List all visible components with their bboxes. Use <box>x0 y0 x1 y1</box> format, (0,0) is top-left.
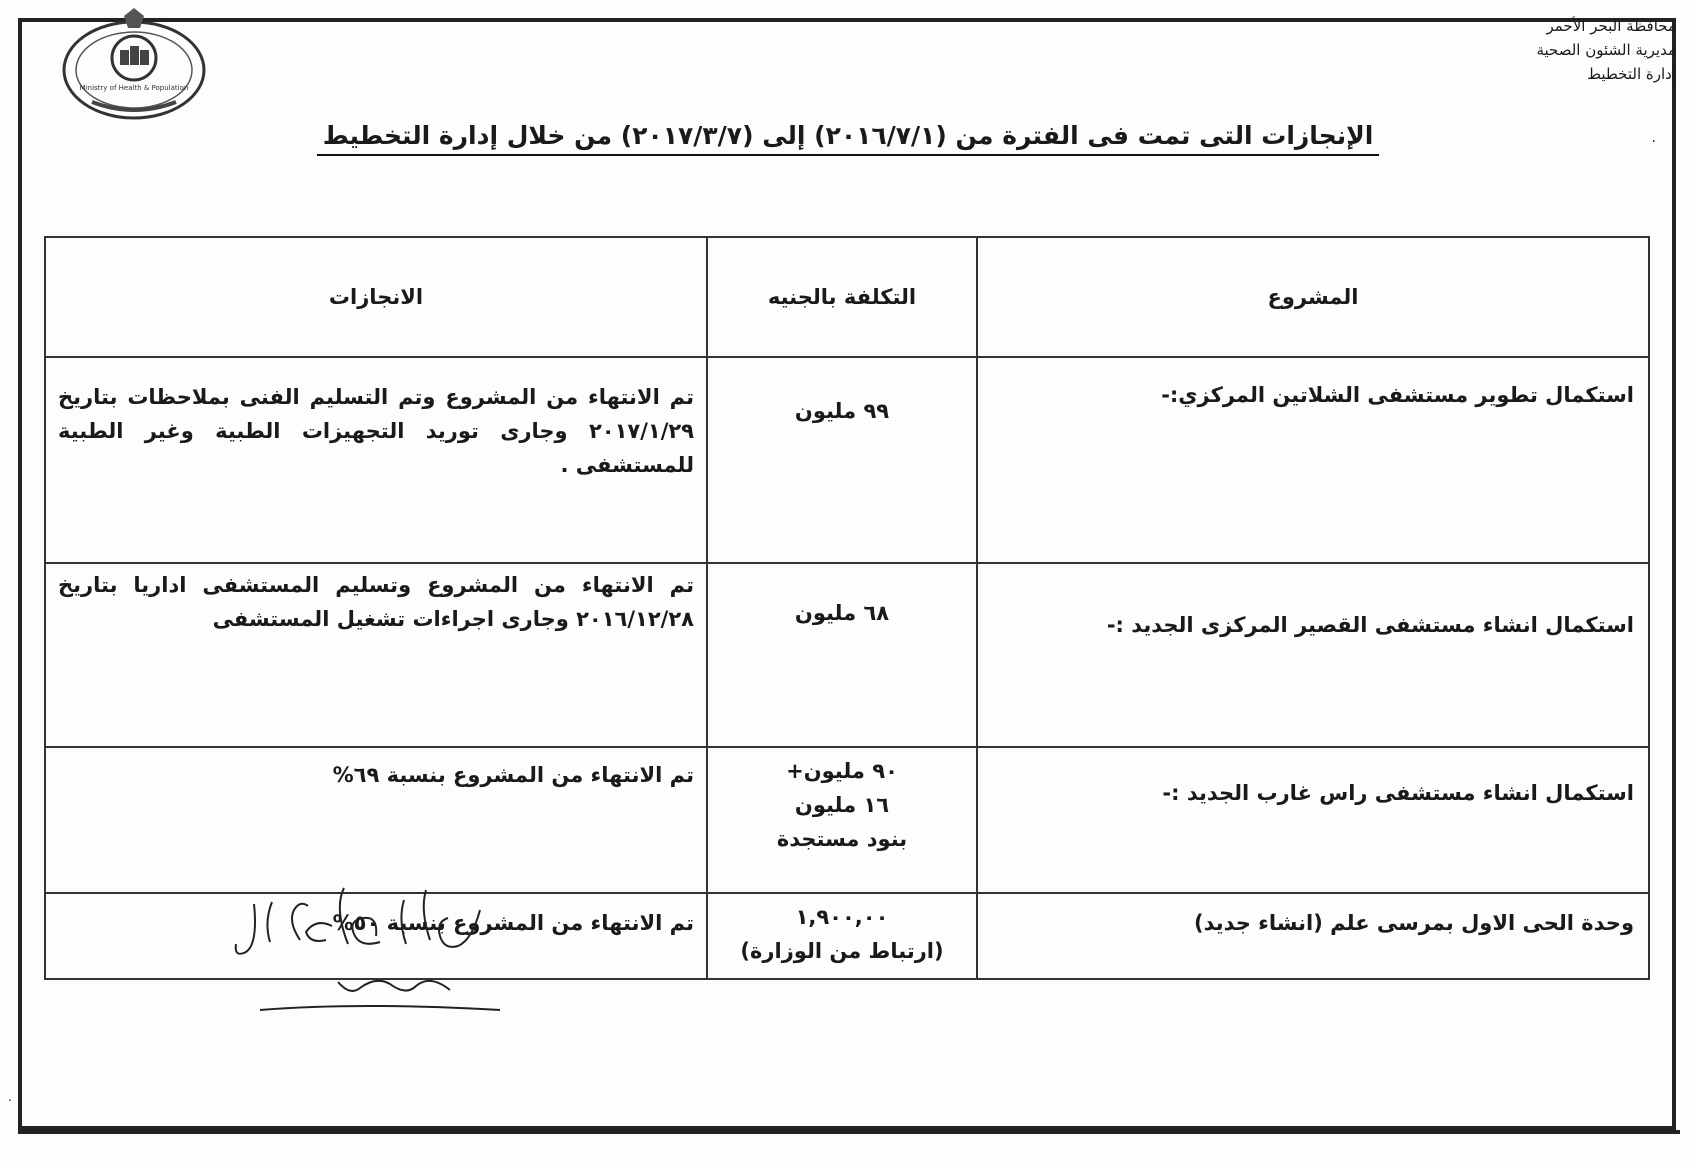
cost-value: ١,٩٠٠,٠٠ <box>795 905 889 929</box>
page-title: الإنجازات التى تمت فى الفترة من (٢٠١٦/٧/١) إلى (٢٠١٧/٣/٧) من خلال إدارة التخطيط <box>0 116 1696 156</box>
project-cell: استكمال انشاء مستشفى راس غارب الجديد :- <box>977 747 1649 893</box>
cost-value: ١٦ مليون <box>794 793 890 817</box>
project-cell: استكمال انشاء مستشفى القصير المركزى الجديد :- <box>977 563 1649 747</box>
achievement-cell: تم الانتهاء من المشروع وتسليم المستشفى اداريا بتاريخ ٢٠١٦/١٢/٢٨ وجارى اجراءات تشغيل المستشفى <box>45 563 707 747</box>
table-row <box>45 357 1649 563</box>
project-cell: استكمال تطوير مستشفى الشلاتين المركزي:- <box>977 357 1649 563</box>
governorate-name: محافظة البحر الأحمر <box>1546 17 1676 35</box>
achievements-table <box>44 236 1650 980</box>
achievement-cell: تم الانتهاء من المشروع وتم التسليم الفنى بملاحظات بتاريخ ٢٠١٧/١/٢٩ وجارى توريد التجهيزات الطبية وغير الطبية للمستشفى . <box>45 357 707 563</box>
table-header-row <box>45 237 1649 357</box>
cost-value: ٩٩ مليون <box>794 399 890 423</box>
cost-value: ٦٨ مليون <box>794 601 890 625</box>
scan-speck: . <box>1651 130 1656 146</box>
handwritten-signature-icon <box>230 880 560 1030</box>
page-border-bottom <box>18 1130 1680 1134</box>
signature-lettering: مدير إدارة التخطيط <box>230 880 239 881</box>
cost-cell <box>707 893 977 979</box>
achievement-cell: تم الانتهاء من المشروع بنسبة ٥٠% <box>45 893 707 979</box>
project-cell: وحدة الحى الاول بمرسى علم (انشاء جديد) <box>977 893 1649 979</box>
cost-cell <box>707 563 977 747</box>
department-name: إدارة التخطيط <box>1587 65 1676 83</box>
cost-value: ٩٠ مليون+ <box>786 759 898 783</box>
cost-cell <box>707 747 977 893</box>
letterhead <box>1376 14 1676 86</box>
achievement-cell: تم الانتهاء من المشروع بنسبة ٦٩% <box>45 747 707 893</box>
header-achievements: الانجازات <box>45 237 707 357</box>
cost-cell <box>707 357 977 563</box>
header-cost: التكلفة بالجنيه <box>707 237 977 357</box>
cost-note: (ارتباط من الوزارة) <box>740 939 944 963</box>
header-project: المشروع <box>977 237 1649 357</box>
directorate-name: مديرية الشئون الصحية <box>1536 41 1676 59</box>
cost-note: بنود مستجدة <box>776 827 908 851</box>
table-row <box>45 747 1649 893</box>
seal-lettering: Ministry of Health & Population <box>79 84 189 92</box>
ministry-of-health-seal-icon <box>58 6 216 124</box>
scan-speck: . <box>8 1090 12 1104</box>
table-row <box>45 563 1649 747</box>
